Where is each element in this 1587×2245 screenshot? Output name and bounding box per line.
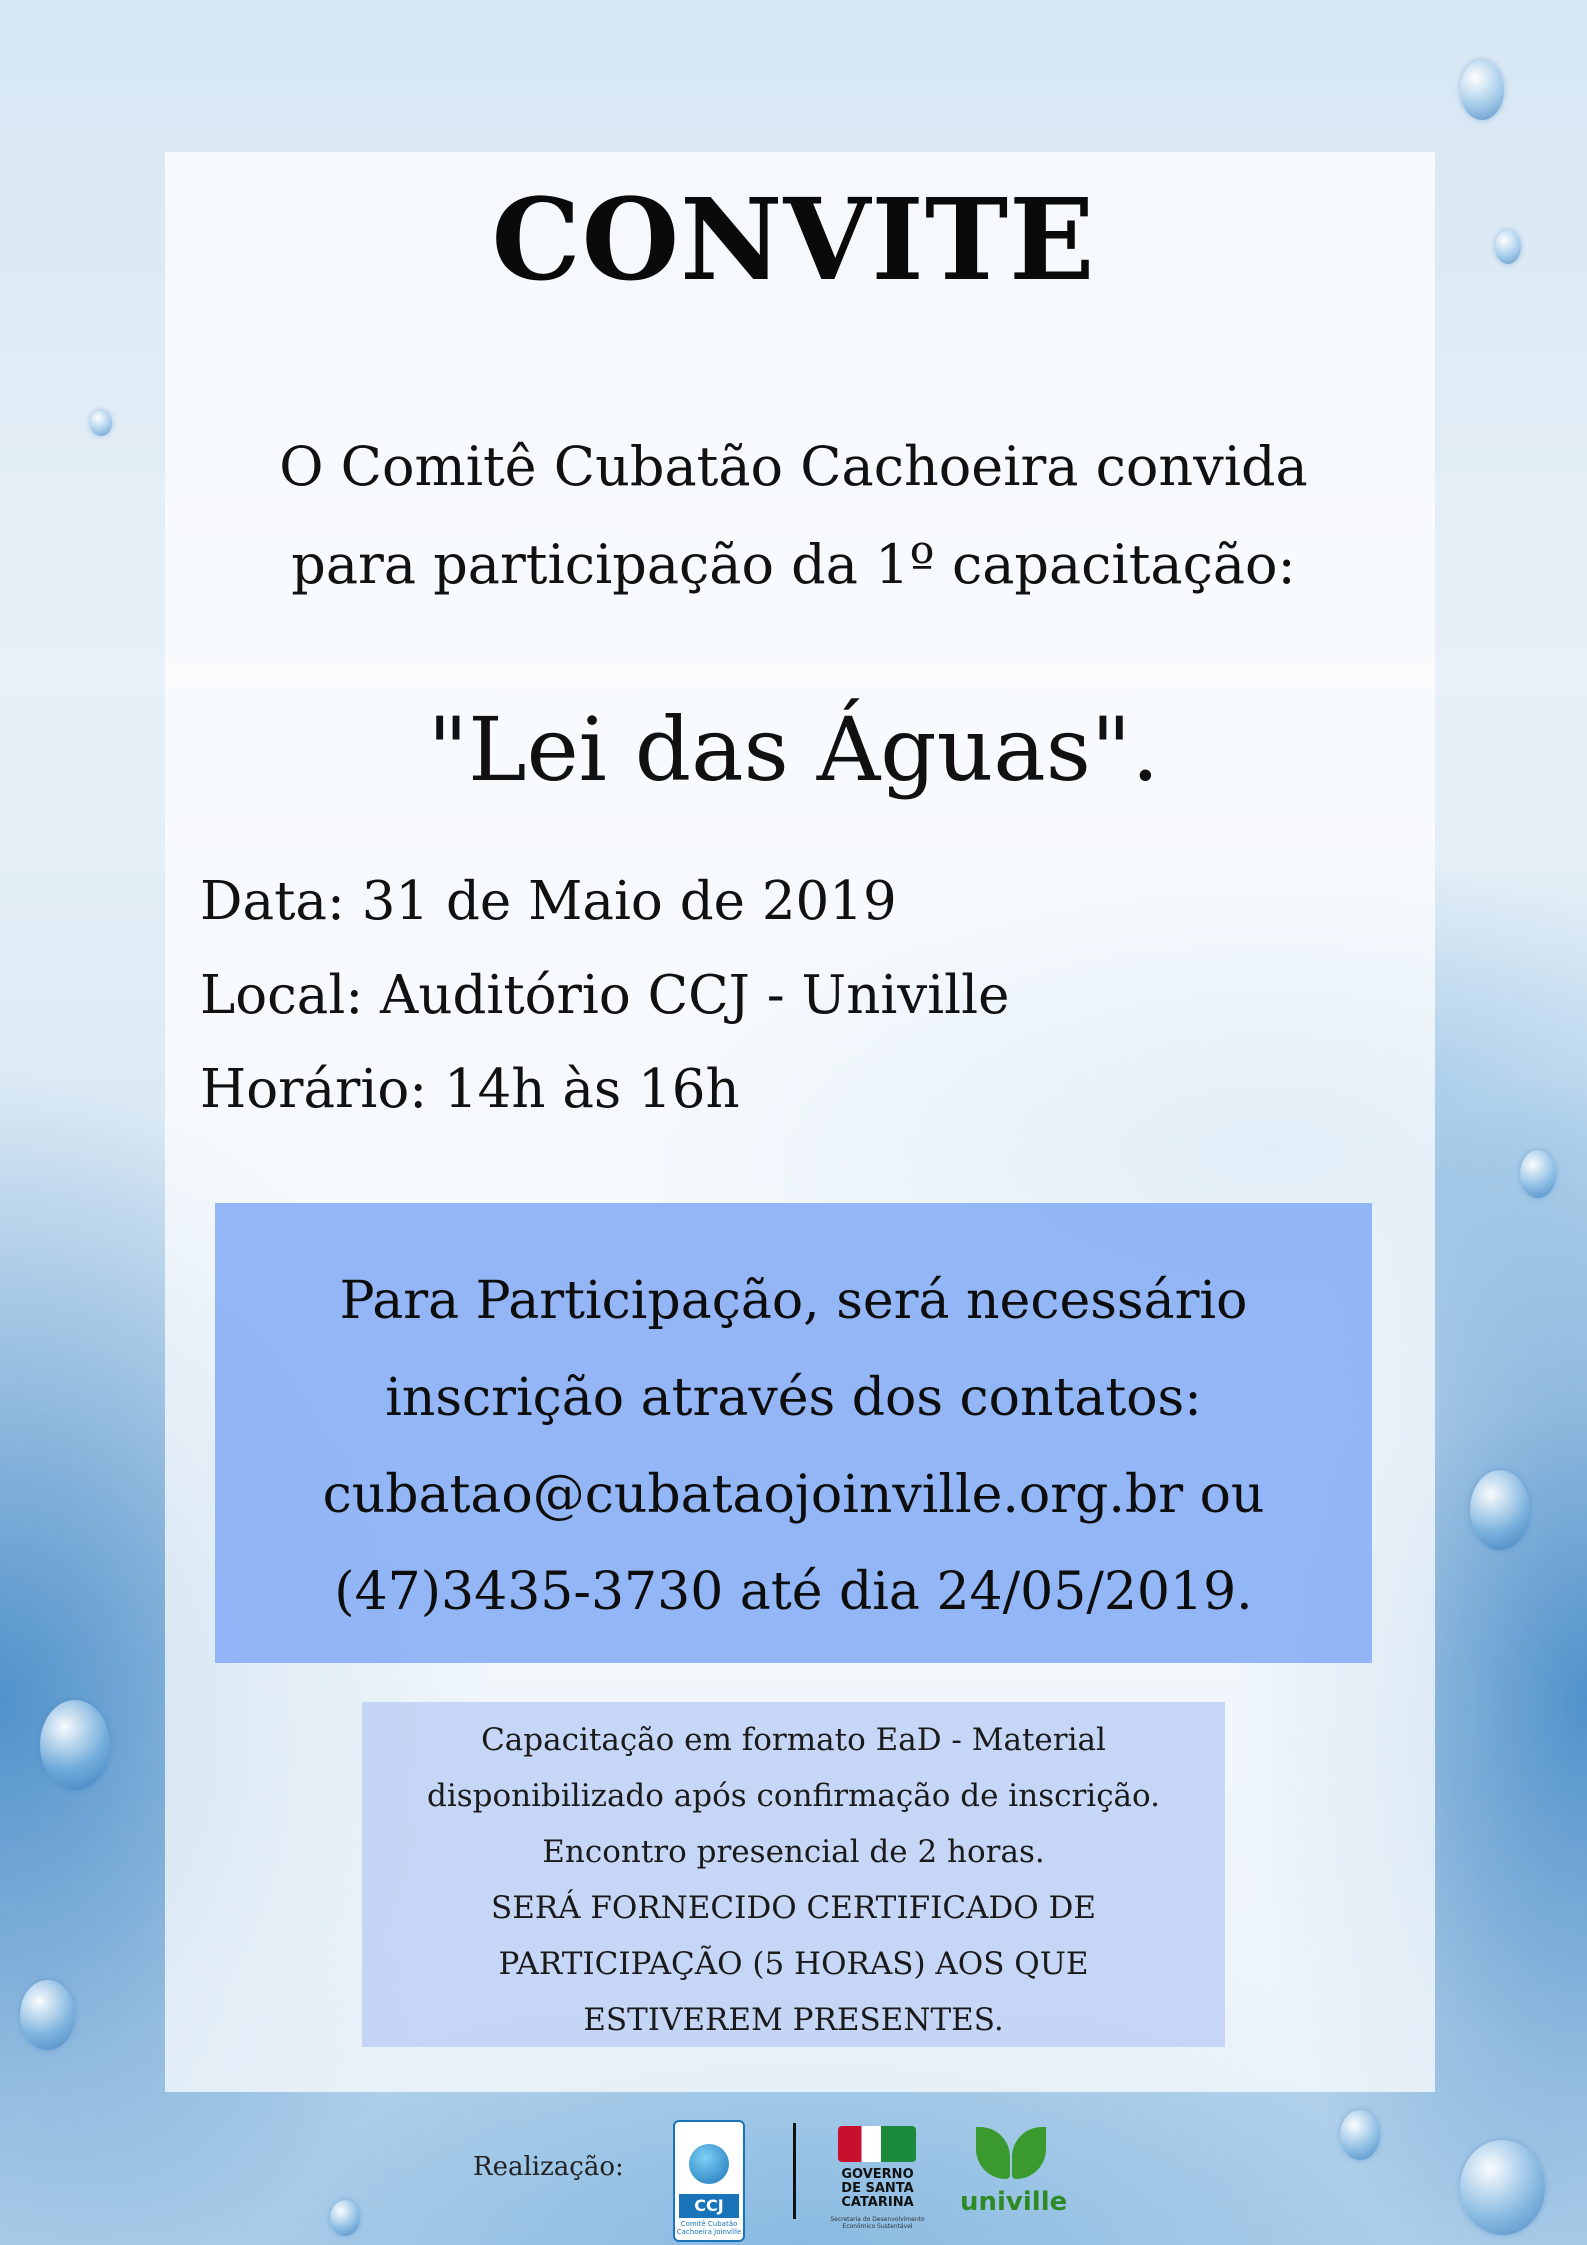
ccj-logo	[673, 2120, 745, 2242]
info-line: SERÁ FORNECIDO CERTIFICADO DE	[490, 1890, 1097, 1926]
invitation-intro	[0, 418, 1587, 614]
state-flag-icon	[838, 2126, 916, 2162]
water-drop-decoration	[1520, 1150, 1556, 1198]
leaf-icon	[1012, 2127, 1046, 2179]
registration-line: inscrição através dos contatos:	[385, 1368, 1202, 1428]
realizacao-label: Realização:	[473, 2152, 624, 2182]
registration-line: Para Participação, será necessário	[339, 1271, 1248, 1331]
ccj-logo-label: CCJ	[679, 2194, 739, 2218]
format-info-text	[362, 1712, 1225, 2048]
lecture-title: "Lei das Águas".	[427, 698, 1160, 801]
intro-line: para participação da 1º capacitação:	[291, 533, 1296, 596]
water-drop-icon	[689, 2144, 729, 2184]
government-logo-line: GOVERNO	[841, 2167, 914, 2182]
water-drop-decoration	[1470, 1470, 1530, 1550]
intro-line: O Comitê Cubatão Cachoeira convida	[279, 435, 1308, 498]
info-line: disponibilizado após confirmação de inscrição.	[426, 1778, 1161, 1814]
page-title: CONVITE	[491, 175, 1096, 306]
water-drop-decoration	[330, 2200, 360, 2236]
registration-email: cubatao@cubataojoinville.org.br ou	[322, 1465, 1265, 1525]
leaf-icon	[976, 2127, 1010, 2179]
water-drop-decoration	[1460, 2140, 1545, 2235]
registration-phone-deadline: (47)3435-3730 até dia 24/05/2019.	[334, 1562, 1253, 1622]
registration-text	[215, 1253, 1372, 1641]
government-santa-catarina-logo	[830, 2122, 925, 2232]
univille-logo-label: univille	[960, 2187, 1068, 2217]
event-details	[200, 855, 1009, 1137]
event-location: Local: Auditório CCJ - Univille	[200, 965, 1010, 1026]
water-drop-decoration	[20, 1980, 75, 2050]
event-date: Data: 31 de Maio de 2019	[200, 871, 897, 932]
info-line: Encontro presencial de 2 horas.	[542, 1834, 1045, 1870]
format-info-box	[362, 1702, 1225, 2047]
logo-divider	[793, 2123, 796, 2219]
univille-logo	[960, 2127, 1068, 2227]
info-line: ESTIVEREM PRESENTES.	[583, 2002, 1004, 2038]
water-drop-decoration	[1340, 2110, 1380, 2160]
government-logo-subtitle: Secretaria do Desenvolvimento Econômico Sustentável	[830, 2216, 925, 2230]
info-line: PARTICIPAÇÃO (5 HORAS) AOS QUE	[498, 1946, 1089, 1982]
registration-box	[215, 1203, 1372, 1663]
ccj-logo-subtitle: Comitê Cubatão Cachoeira Joinville	[676, 2220, 742, 2236]
government-logo-line: DE SANTA	[841, 2181, 914, 2196]
info-line: Capacitação em formato EaD - Material	[481, 1722, 1106, 1758]
government-logo-text	[830, 2168, 925, 2210]
event-time: Horário: 14h às 16h	[200, 1059, 740, 1120]
government-logo-line: CATARINA	[841, 2195, 914, 2210]
water-drop-decoration	[1460, 60, 1504, 120]
water-drop-decoration	[40, 1700, 110, 1790]
